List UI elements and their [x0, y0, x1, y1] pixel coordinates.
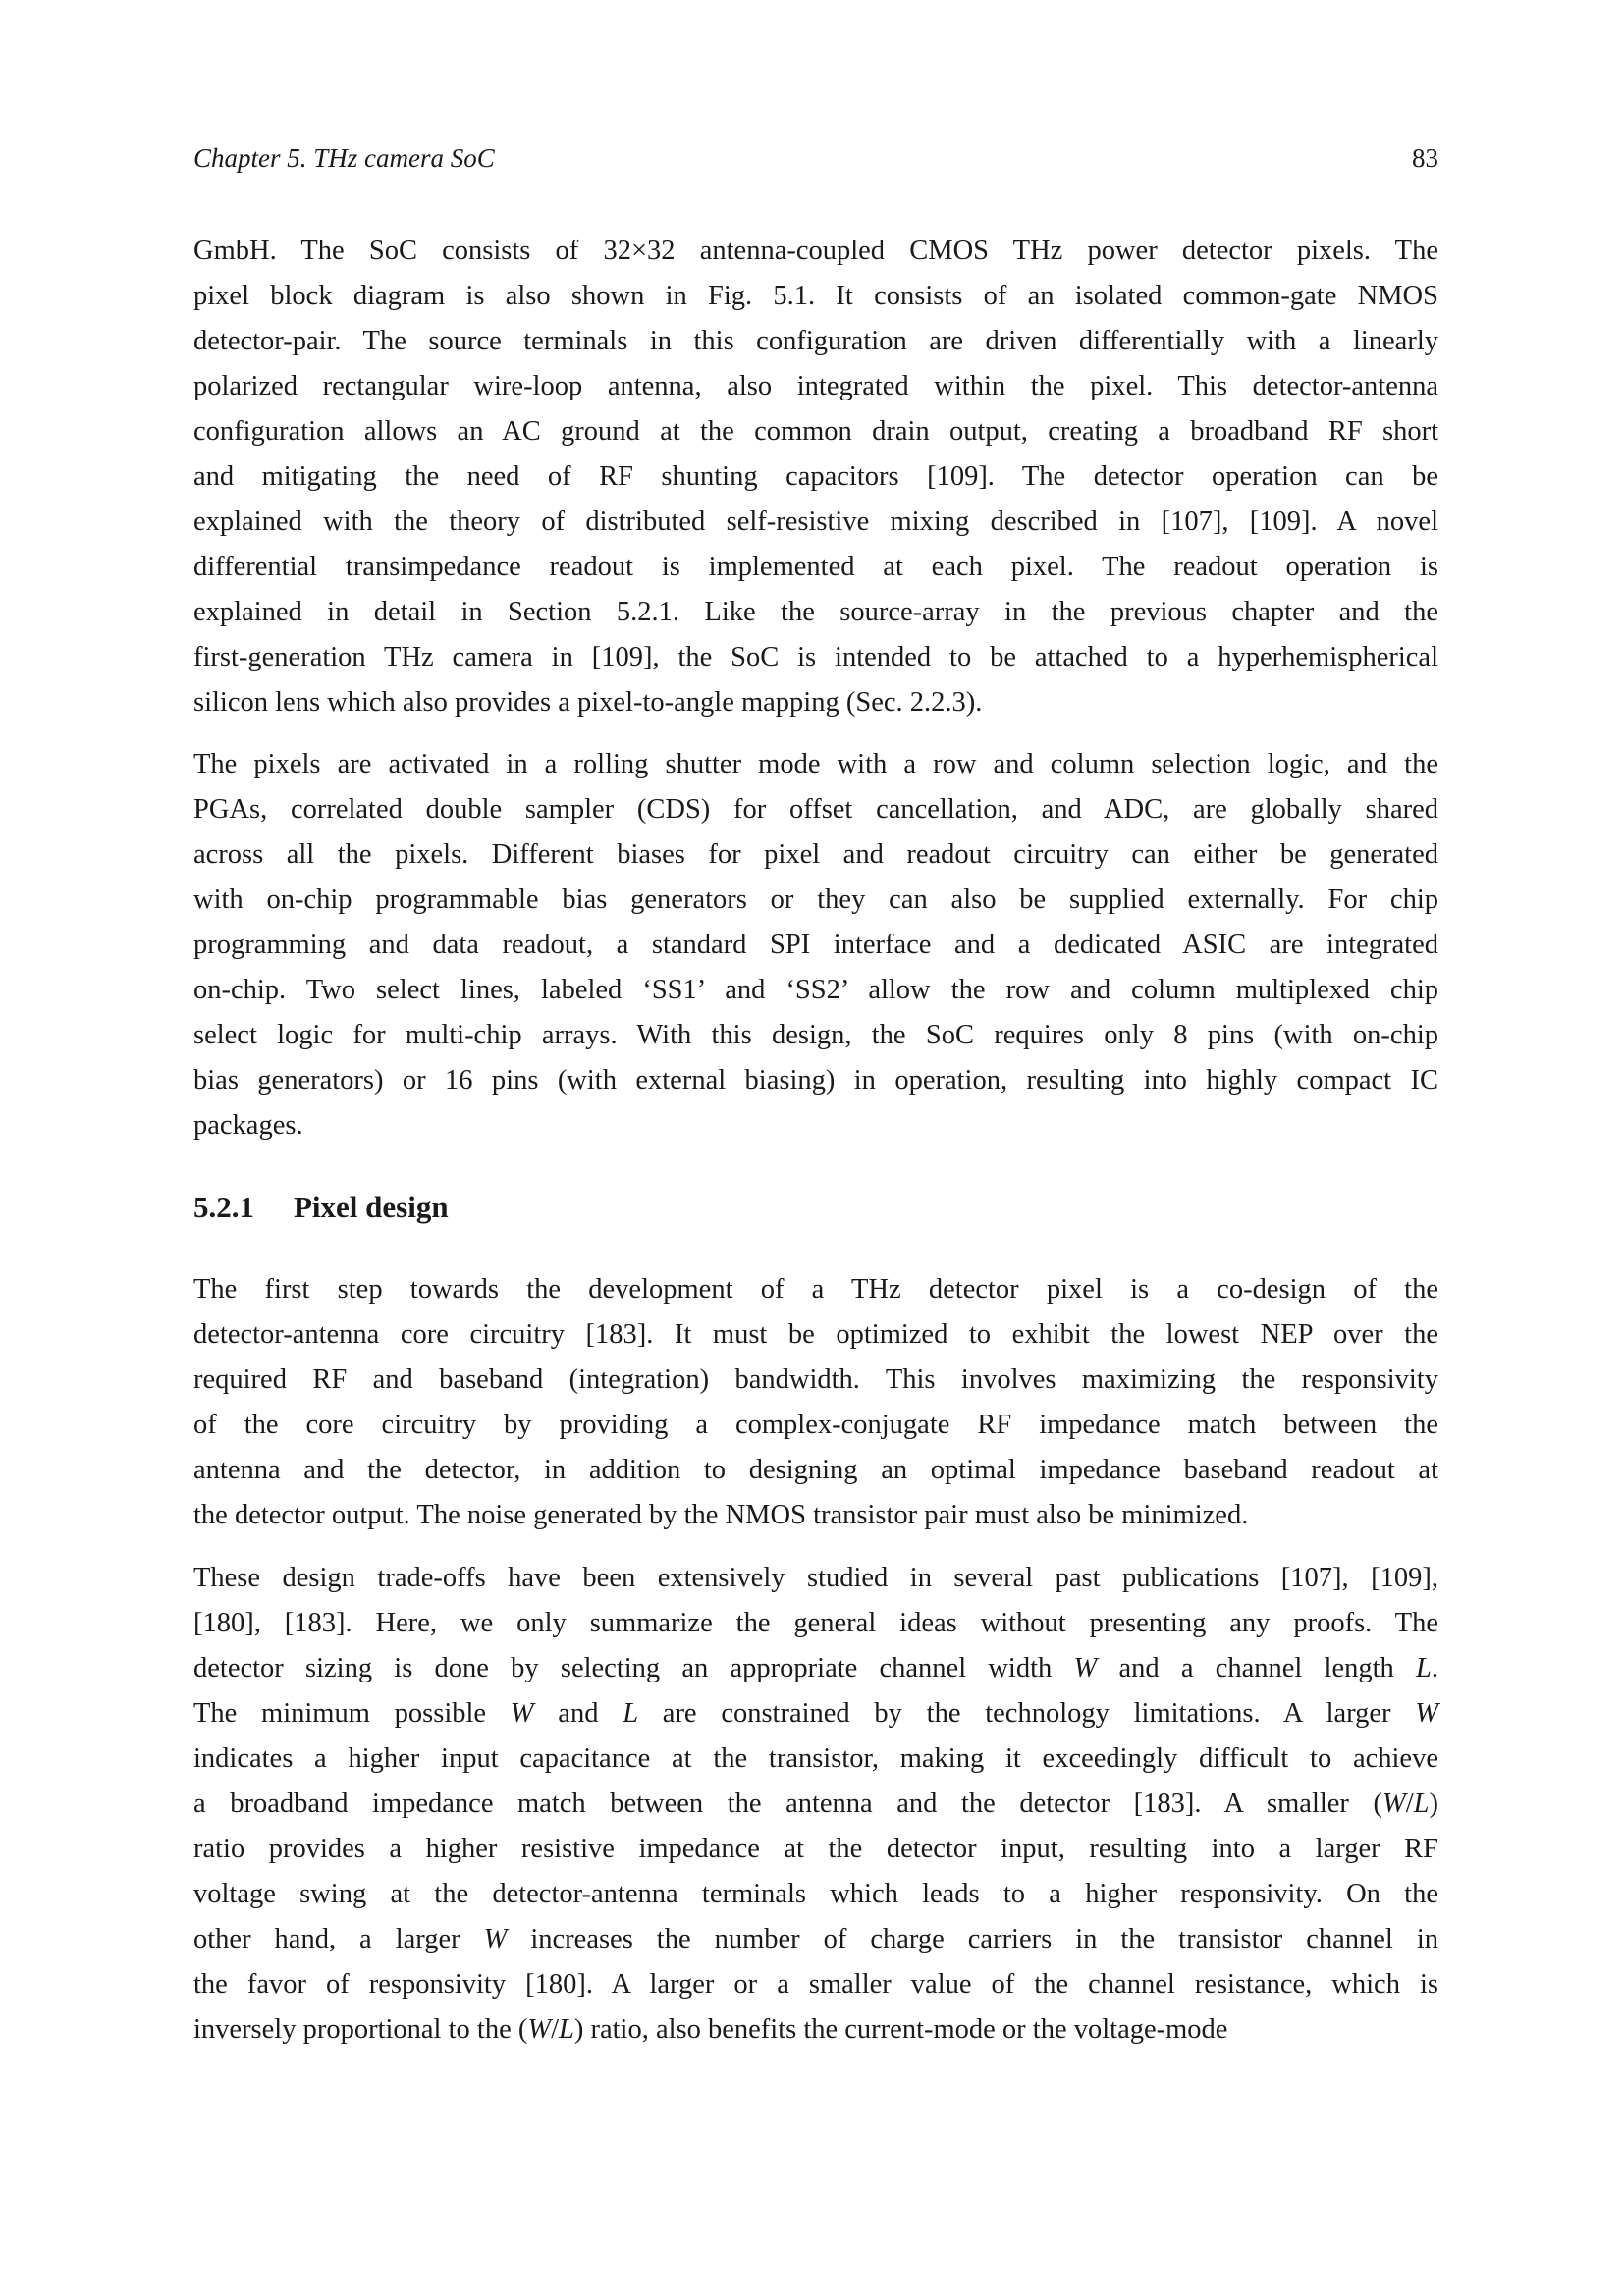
text-line: polarized rectangular wire-loop antenna, also integrated within the pixel. This detector-antenna	[193, 371, 1438, 401]
text-line: indicates a higher input capacitance at the transistor, making it exceedingly difficult to achieve	[193, 1743, 1438, 1774]
section-title: Pixel design	[294, 1190, 449, 1224]
text-line: silicon lens which also provides a pixel-to-angle mapping (Sec. 2.2.3).	[193, 687, 983, 718]
text-line: a broadband impedance match between the antenna and the detector [183]. A smaller (W/L)	[193, 1789, 1438, 1819]
text-line: on-chip. Two select lines, labeled ‘SS1’ and ‘SS2’ allow the row and column multiplexed chip	[193, 975, 1438, 1005]
section-number: 5.2.1	[193, 1190, 254, 1224]
text-line: select logic for multi-chip arrays. With this design, the SoC requires only 8 pins (with on-chip	[193, 1020, 1438, 1050]
text-line: programming and data readout, a standard SPI interface and a dedicated ASIC are integrated	[193, 930, 1438, 960]
text-line: with on-chip programmable bias generators or they can also be supplied externally. For chip	[193, 884, 1438, 915]
text-line: differential transimpedance readout is implemented at each pixel. The readout operation is	[193, 552, 1438, 582]
text-line: GmbH. The SoC consists of 32×32 antenna-coupled CMOS THz power detector pixels. The	[193, 236, 1438, 266]
text-line: explained in detail in Section 5.2.1. Like the source-array in the previous chapter and the	[193, 597, 1438, 627]
text-line: detector sizing is done by selecting an appropriate channel width W and a channel length L.	[193, 1653, 1439, 1683]
text-line: voltage swing at the detector-antenna terminals which leads to a higher responsivity. On the	[193, 1879, 1438, 1909]
paragraph-pixel-design-2	[193, 1556, 1438, 2053]
text-line: the favor of responsivity [180]. A larger or a smaller value of the channel resistance, which is	[193, 1969, 1438, 2000]
text-line: The minimum possible W and L are constrained by the technology limitations. A larger W	[193, 1698, 1438, 1729]
text-line: inversely proportional to the (W/L) ratio, also benefits the current-mode or the voltage-mode	[193, 2014, 1228, 2045]
text-line: other hand, a larger W increases the number of charge carriers in the transistor channel in	[193, 1924, 1438, 1954]
text-line: explained with the theory of distributed self-resistive mixing described in [107], [109]. A novel	[193, 507, 1438, 537]
text-line: antenna and the detector, in addition to designing an optimal impedance baseband readout at	[193, 1455, 1438, 1485]
text-line: first-generation THz camera in [109], the SoC is intended to be attached to a hyperhemispherical	[193, 642, 1438, 672]
text-line: [180], [183]. Here, we only summarize the general ideas without presenting any proofs. The	[193, 1608, 1438, 1638]
text-line: bias generators) or 16 pins (with external biasing) in operation, resulting into highly compact IC	[193, 1065, 1438, 1095]
text-line: configuration allows an AC ground at the common drain output, creating a broadband RF short	[193, 416, 1438, 447]
text-line: across all the pixels. Different biases for pixel and readout circuitry can either be generated	[193, 839, 1438, 870]
page-number: 83	[1412, 143, 1438, 173]
text-line: of the core circuitry by providing a complex-conjugate RF impedance match between the	[193, 1410, 1438, 1440]
text-line: detector-antenna core circuitry [183]. It must be optimized to exhibit the lowest NEP over the	[193, 1319, 1438, 1350]
text-line: These design trade-offs have been extensively studied in several past publications [107], [109],	[193, 1563, 1438, 1593]
text-line: packages.	[193, 1110, 303, 1141]
section-heading	[193, 1188, 449, 1227]
chapter-title: Chapter 5. THz camera SoC	[193, 143, 495, 173]
text-line: detector-pair. The source terminals in this configuration are driven differentially with a linearly	[193, 326, 1438, 356]
text-line: The pixels are activated in a rolling shutter mode with a row and column selection logic, and the	[193, 749, 1438, 779]
running-header	[193, 143, 1438, 179]
paragraph-intro	[193, 229, 1438, 725]
text-line: required RF and baseband (integration) bandwidth. This involves maximizing the responsivity	[193, 1364, 1438, 1395]
text-line: The first step towards the development of a THz detector pixel is a co-design of the	[193, 1274, 1438, 1305]
text-line: PGAs, correlated double sampler (CDS) for offset cancellation, and ADC, are globally shared	[193, 794, 1438, 825]
paragraph-pixel-design-1	[193, 1267, 1438, 1538]
text-line: pixel block diagram is also shown in Fig. 5.1. It consists of an isolated common-gate NMOS	[193, 281, 1438, 311]
text-line: and mitigating the need of RF shunting capacitors [109]. The detector operation can be	[193, 461, 1438, 492]
paragraph-rolling-shutter	[193, 742, 1438, 1148]
text-line: the detector output. The noise generated by the NMOS transistor pair must also be minimized.	[193, 1500, 1249, 1530]
text-line: ratio provides a higher resistive impedance at the detector input, resulting into a larger RF	[193, 1834, 1438, 1864]
